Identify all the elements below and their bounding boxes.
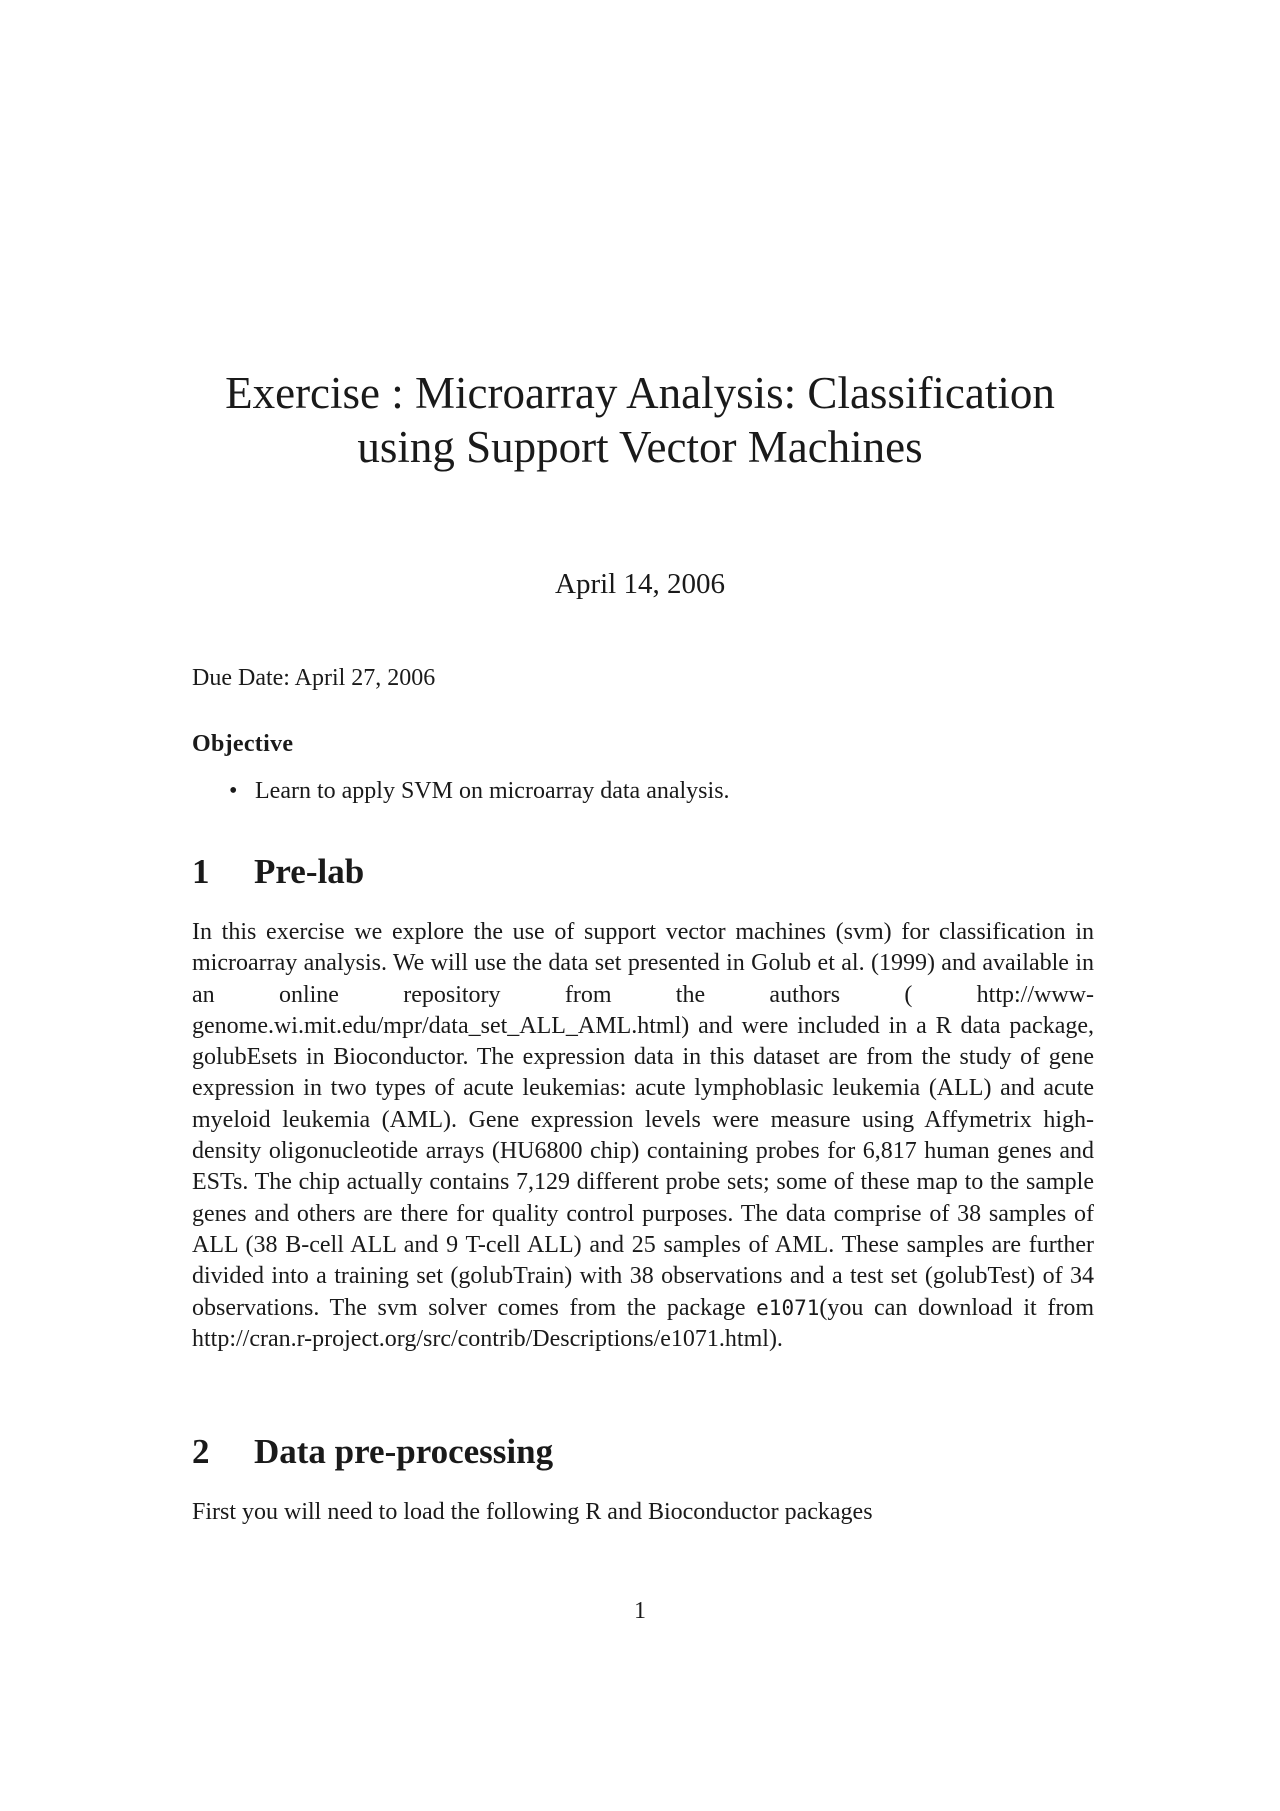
bullet-icon: • xyxy=(229,778,238,804)
document-date: April 14, 2006 xyxy=(555,568,725,600)
data-pre-processing-paragraph: First you will need to load the following R and Bioconductor packages xyxy=(192,1499,873,1525)
title-line-2: using Support Vector Machines xyxy=(357,422,923,472)
objective-item-text: Learn to apply SVM on microarray data analysis. xyxy=(255,778,730,804)
section-title: Data pre-processing xyxy=(254,1432,554,1471)
section-number: 2 xyxy=(192,1432,210,1471)
objective-item xyxy=(192,776,730,806)
section-title: Pre-lab xyxy=(254,852,365,891)
due-date: Due Date: April 27, 2006 xyxy=(192,665,436,691)
page-number: 1 xyxy=(634,1598,646,1624)
section-heading-pre-lab xyxy=(192,851,364,893)
section-heading-data-pre-processing xyxy=(192,1431,553,1473)
objective-heading: Objective xyxy=(192,731,294,757)
pre-lab-text-end: (you can download it from http://cran.r-project.org/src/contrib/Descriptions/e1071.html). xyxy=(192,1294,1095,1352)
pre-lab-text: In this exercise we explore the use of support vector machines (svm) for classification in microarray analysis. We will use the data set presented in Golub et al. (1999) and available in an online repository from the authors ( http://www-genome.wi.mit.edu/mpr/data_set_ALL_AML.html) and were included in a R data package, golubEsets in Bioconductor. The expression data in this dataset are from the study of gene expression in two types of acute leukemias: acute lymphoblasic leukemia (ALL) and acute myeloid leukemia (AML). Gene expression levels were measure using Affymetrix high-density oligonucleotide arrays (HU6800 chip) containing probes for 6,817 human genes and ESTs. The chip actually contains 7,129 different probe sets; some of these map to the sample genes and others are there for quality control purposes. The data comprise of 38 samples of ALL (38 B-cell ALL and 9 T-cell ALL) and 25 samples of AML. These samples are further divided into a training set (golubTrain) with 38 observations and a test set (golubTest) of 34 observations. The svm solver comes from the package xyxy=(192,919,1094,1321)
document-title xyxy=(160,366,1120,474)
package-name-code: e1071 xyxy=(756,1295,820,1320)
objective-list xyxy=(192,776,730,806)
title-line-1: Exercise : Microarray Analysis: Classification xyxy=(225,368,1055,418)
section-number: 1 xyxy=(192,852,210,891)
pre-lab-paragraph xyxy=(192,917,1094,1355)
